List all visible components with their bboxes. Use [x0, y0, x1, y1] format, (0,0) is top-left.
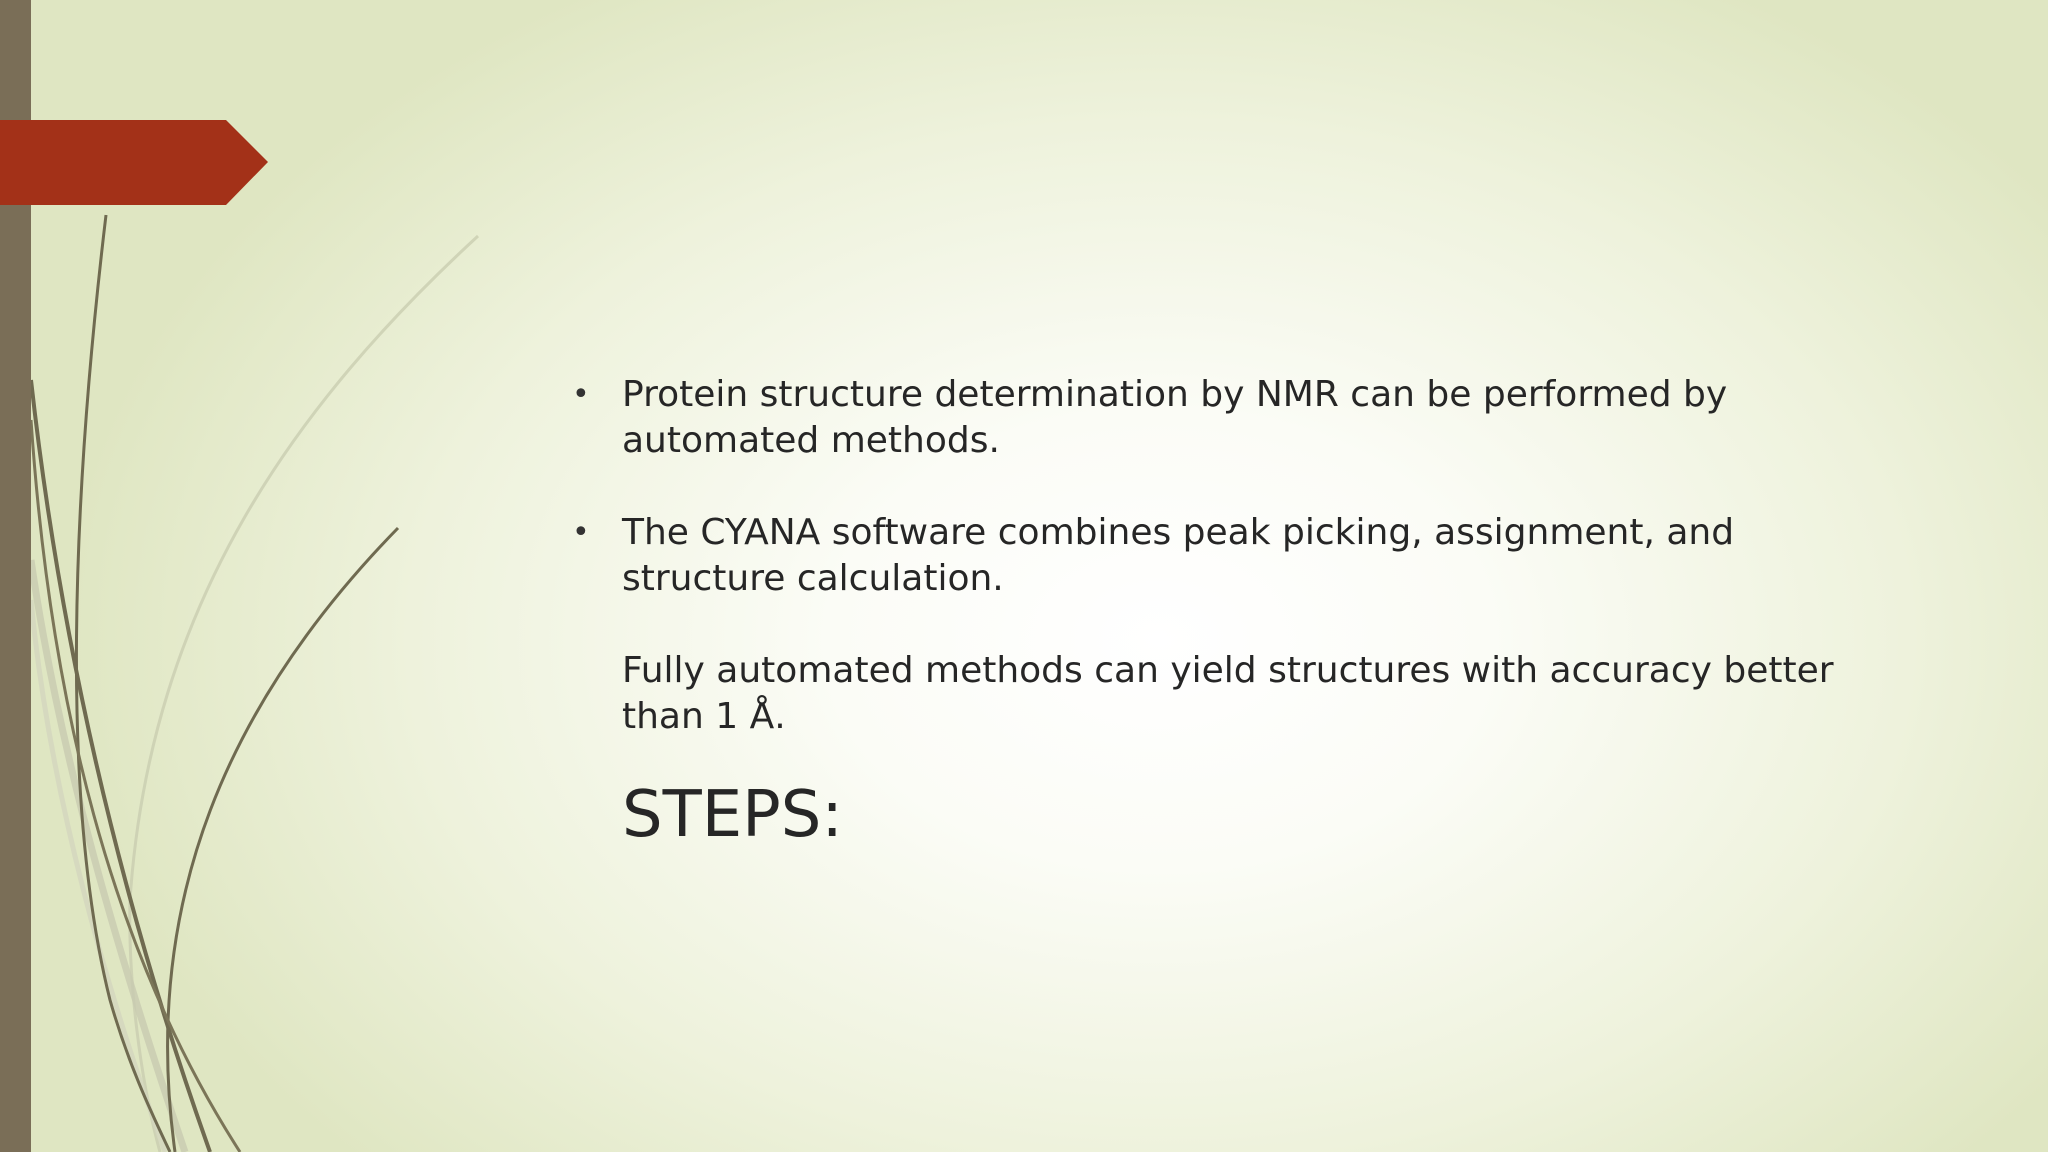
bullet-icon: • [572, 515, 590, 550]
bullet-icon: • [572, 377, 590, 412]
bullet-text: Protein structure determination by NMR can be performed by automated methods. [622, 374, 1728, 461]
bullet-text: The CYANA software combines peak picking, assignment, and structure calculation. [622, 512, 1735, 599]
slide-content [560, 372, 1860, 852]
steps-heading: STEPS: [622, 778, 843, 852]
red-arrow-flag [0, 120, 268, 205]
bullet-item-cyana [560, 510, 1860, 602]
bullet-item-automated-methods [560, 372, 1860, 464]
accuracy-paragraph: Fully automated methods can yield structures with accuracy better than 1 Å. [622, 650, 1834, 737]
